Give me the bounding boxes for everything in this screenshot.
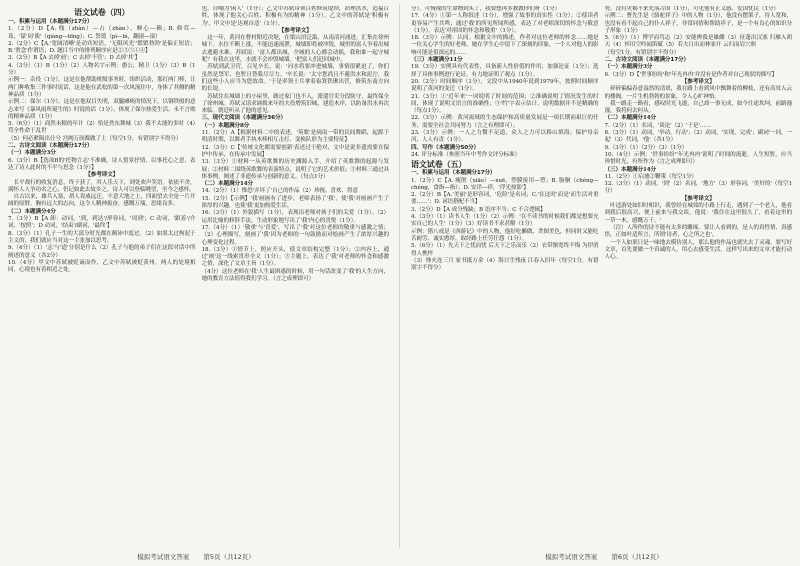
answer-line: （二）本题满分4分	[8, 208, 56, 215]
answer-line: 【参考译文】	[681, 78, 715, 85]
answer-line: 12.（3分）（1）动词，'到'（2）名词，'地方'（3）形容词，'美好的'（每空1分）	[604, 181, 792, 195]
footer-page: 第6页（共12页）	[611, 553, 663, 561]
footer-page: 第5页（共12页）	[203, 553, 255, 561]
answer-line: （三）本题满分14分	[604, 166, 657, 173]
answer-line: 自古以来，雄兵入塞，胡人畏威远迁。不意大地之上，四面望去全是一片开阔的原野，胸有远大的志向，这令人精神振奋，感慨万端，思绪良多。	[8, 194, 196, 208]
answer-line: （二）本题满分14分	[201, 181, 254, 188]
answer-line: 【参考译文】	[85, 172, 119, 179]
answer-line: 21.（3分）①'近年来'一词说明了时间的范围；②准确说明了情况发生的时间，体现了说明文语言的准确性；③'约'字表示估计，说明数据并不是精确的（每点1分）。	[411, 93, 599, 115]
answer-line: 6.（3分）B【选项B的'托物言志'不准确，诗人借景抒情，以事托心之意，表达了诗人此时的不平与思念（1分）】	[8, 157, 196, 171]
answer-line: （注）人所作的诗不能有太多的雕琢，要让人看到的，是人的真性情、真感悟，正如叶适所言，所谓'诗者，心之所之也'。	[604, 224, 792, 239]
answer-line: （一）本题满分8分	[201, 122, 250, 129]
answer-line: 18.（3分）①情节上，照应开头，使文章结构完整（1分）；②内容上，通过'画'这一线索贯串全文（1分）；③主题上，表达了'我'对老师的怀念和感激之情，深化了文章主旨（1分）。	[201, 246, 389, 268]
answer-line: 苏轼住在城墙上的小屋里，路过家门也不入，派遣官吏分段防守，最终保全了徐州城。苏轼又请求调拨来年的夫役增筑旧城，建造木岸，以防备洪水再次来临。朝廷听从了他的意见。	[201, 93, 389, 115]
answer-line: 11.（2分）①启迪②鞭策（每空1分）	[604, 173, 697, 180]
answer-line: 9.（3分）（1）（2分）（3）（1分）	[604, 144, 688, 151]
answer-line: 叶适游处如旧时相识，我曾经在城郊的小路上行走，遇到了一个老人，他看到我后很高兴，便上前来与我交谈。他说：'我住在这里很久了，看着这里的一草一木，感慨万千。'	[604, 203, 792, 224]
column-body	[605, 6, 793, 261]
answer-line: 1.（2分）D【A. 栈（zhàn）—占（zhàn），蝉心—赖；B. 修茸—葺，'谋'同'谀'（qiáng—bīng）；C. 祭奠（pì—bì，翻滚—滚）	[8, 26, 196, 40]
answer-line: 一个人如果只是一味地去模仿别人，那么他的作品也就失去了灵魂。要写好文章，首先要做一个真诚的人，用心去感受生活，这样写出来的文章才能打动人心。	[604, 239, 792, 261]
answer-line: 16.（3分）（1）外貌描写（1分），表现出老师对孩子们的关爱（1分）。（2）运用比喻的修辞手法，生动形象地写出了'我'内心的喜悦（1分）。	[201, 210, 389, 224]
answer-line: （5）何必紧陨出仕兮 宫阙万间都做了土（每空1分，有错别字不得分）	[8, 135, 182, 142]
answer-line: 2.（2分）B【A.'美丽'是形容词，'危险'是名词；C.'在这时'而是'而生活对重要……'；D. 词语搭配不当】	[411, 192, 599, 206]
column-1	[8, 6, 196, 546]
answer-line: （二）本题满分14分	[604, 115, 657, 122]
answer-line: 分）。可慢视的生命物到头了，我要想再多教教你们呀（1分）	[411, 6, 560, 12]
answer-line: （一）本题满分3分	[604, 64, 653, 71]
answer-line: 【参考译文】	[278, 27, 312, 34]
column-body	[202, 6, 390, 283]
gutter	[395, 6, 405, 546]
column-2	[202, 6, 390, 546]
section-heading: 一、积累与运用（本题满分17分）	[8, 19, 93, 25]
answer-line: 5.（6分）（1）先天下之忧而忧 后天下之乐而乐（2）衣带渐宽终不悔 为伊消得人憔悴	[411, 243, 599, 257]
answer-line: 17.（4分）（1）'敬重'与'喜爱'，写出了'我'对这位老师的敬重与感激之情；（2）心理描写，刻画了'我'因为老师的一句鼓励而对绘画产生了浓厚兴趣的心理变化过程。	[201, 224, 389, 246]
answer-line: 5.（6分）（1）博学而笃志（2）安能辨我是雄雌（3）征蓬出汉塞 归雁入胡天（4）怀旧空吟闻笛赋（5）若夫日出而林霏开 云归而岩穴暝	[604, 35, 792, 49]
answer-line: 1.（2分）C【A. 瘦削（xiāo）—xuē，塑膜废用—塑；B. 脂胴（chéng—chéng，食指—指）；D. 安详—祥，'浮光掠影'】	[411, 177, 599, 191]
section-heading: 四、写作（本题满分50分）	[411, 144, 480, 151]
answer-line: 示例一：杂役（1分），这是在他帮助班级事务时，组织活动，那打两门棒，让两门种收集三件事时说话，这是他在武松的第一次风流往中，身体了其侧的精神品质（1分）	[8, 77, 196, 98]
answer-line: 19.（3分）实例具有代表性，具备新人性价值的作用；加强论证（1分）；选择了具体事例进行论证，有力地证明了观点（1分）。	[411, 64, 599, 78]
column-3	[411, 6, 599, 546]
answer-line: 12.（3分）C【'传统文化都需要创新'表述过于绝对，文中是说非遗需要在保护中传承，在传承中发展】	[201, 144, 389, 158]
column-4	[605, 6, 793, 546]
answer-line: 10.（4分）示例：'世事纷纷''年光冉冉'说明了时间的流逝。人生短暂，应当珍惜时光，有所作为（言之成理即可）	[604, 151, 792, 166]
answer-line: 11.（2分）A【根据材料二中的表述，'英歌'是闽南一带的民间舞蹈，起源于明清时期，以舞者手执木棒相互击打、变换队形为主要特征】	[201, 130, 389, 144]
answer-line: 7.（3分）B【A 卸：动词，'到，到达'/形容词，'周到'；C 动词，'跟着'/介词，'按照'；D 动词，'结束'/副词，'最终'】	[8, 216, 196, 230]
answer-line: 【参考译文】	[681, 195, 715, 202]
answer-line: 4.（3分）（1）B（1分）（2）人物名字示例：愚公，精卫（1分）（3）B（1分）	[8, 62, 196, 77]
answer-line: 3.（2分）B【A 去掉'前'；C 去掉'不管'；D 去掉'其'】	[8, 55, 141, 62]
answer-line: 20.（2分）时间顺序（1分），文段中从1940年说到1979年，按照时间顺序说明了黄河的变迁（1分）。	[411, 78, 599, 93]
column-body	[8, 19, 196, 274]
answer-line: 长平战行的收复消息，终于获了，其人乐天下，到处欢声笑语。依依不舍，满怀人人争功名之心，仍记如此去故乡之，诗人可以登临眺望，至今之感怀。	[8, 179, 196, 193]
section-heading: 二、古诗文阅读（本题满分17分）	[8, 143, 93, 150]
answer-line: 7.（2分）（1）名词，'谈论'（2）'于是'……	[604, 122, 711, 129]
answer-line: 我一路走一路看，感叹时光飞逝，自己却一事无成，如今仕途坎坷，前路漫漫，我将何去何从。	[604, 100, 792, 115]
answer-line: （每空1分，有错别字不得分）	[604, 49, 680, 56]
answer-line: 苏轼到武卫营，召见卒长，说：'河水将要冲进城墙，事情很紧迫了，你们虽然是禁军，也暂且替我尽尽力。'卒长说：'太守您尚且不避洪水和泥泞，我们这些小人应当为您效命。'于是率领士兵拿着畚箕铁锹出营，修筑东南方向的长堤。	[201, 64, 389, 93]
section-heading: 三、现代文阅读（本题满分36分）	[201, 115, 286, 122]
answer-line: 9.（4分）（1）'志'与'道'分别是什么（2）孔子与他的弟子们在这段对话中所阐述的意义（各2分）	[8, 245, 196, 259]
answer-line: 22.（3分）示例：黄河流域的生态保护和高质量发展是一项长期而艰巨的任务，需要全社会共同努力（言之有理即可）。	[411, 115, 599, 129]
answer-line: 23.（3分）示例：一人之力微不足道，众人之力可以移山填海；保护母亲河，人人有责（1分）。	[411, 130, 599, 144]
footer-title: 模拟考试语文答案	[545, 553, 598, 561]
columns	[8, 6, 792, 546]
answer-line: 8.（3分）（1）动词，'举动，行动'；（2）动词，'实现，完成'；副词'一同，一起'（3）代词，'他'（各1分）	[604, 130, 792, 144]
footer-title: 模拟考试语文答案	[137, 553, 190, 561]
answer-line: 2.（2分）C【A.'宽阔清晰'是动宾短语，'无限风光''繁繁勃勃'是偏正短语；B.'奢念'作谓语；D. 题目当中的排列顺序应是②③⑤①④】	[8, 40, 196, 55]
section-title: 语文试卷（四）	[74, 8, 130, 17]
answer-line: 也，自嘲为'闲人'（1分）；乙文中苏轼带领百姓修筑堤坝，治理洪水，造福百姓，体现了他关心百姓、积极有为的精神（1分）。乙文中的苏轼是'积极有为'，甲文中是'达观自适'（1分）。	[201, 6, 389, 27]
answer-line: 3.（2分）D【A 成分残缺；B 语序不当；C 不合逻辑】	[411, 206, 546, 213]
answer-line: 24. 评分标准（参照当年中考作文评分标准）	[411, 151, 521, 158]
answer-line: （三）本题满分11分	[411, 57, 463, 64]
footer-right	[408, 550, 800, 564]
answer-line: （一）本题满分3分	[8, 150, 56, 157]
answer-line: 15.（2分）【示例】'我'画画有了进步，老师表扬了'我'，使'我'对画画产生了浓厚的兴趣，也使'我'更加热爱生活。	[201, 195, 389, 210]
answer-line: 示例：猪八戒是《西游记》中的人物，他好吃懒做、贪图美色，但同时又能吃苦耐劳、诚实憨厚，取经路上任劳任怨（1分）。	[411, 228, 599, 242]
answer-line: 13.（3分）①材料一从英歌舞的历史渊源入手，介绍了英歌舞的起源与发展；②材料二围绕英歌舞的表演特点，说明了它的艺术价值；③材料三通过具体事例，阐述了非遗传承与创新的意义。（每点1分）	[201, 159, 389, 180]
answer-line: 18.（3分）示例：认同。根据文中的描述，作者对这位老师的怀念……她是一位关心学生的好老师，她在学生心中留下了深刻的印象，一个人对他人的影响可能是很深远的……	[411, 35, 599, 56]
answer-line: （3）烽火连三月 家书抵万金（4）海日生残夜 江春入旧年（每空1分，有错别字不得分）	[411, 257, 599, 272]
section-heading: 一、积累与运用（本题满分17分）	[411, 170, 496, 177]
answer-line: 10.（4分）甲文中苏轼被贬谪而作，乙文中苏轼被贬黄州，两人的处境相同，心境也有着相近之处。	[8, 259, 196, 274]
answer-line: 17.（4分）①第一人称叙述（1分），增强了故事的真实性（1分）；②使读者更容易产生共鸣；通过'我'的所见所闻所感，表达了对老师深切的怀念与敬意（1分），表达'对祖国的怀念和敬重'（1分）。	[411, 13, 599, 34]
section-title: 语文试卷（五）	[411, 160, 467, 170]
answer-line: 势，没有灾祸不来先落古国（1分），可见他有正义感、爱国忧民（1分）	[604, 6, 779, 12]
answer-line: 6.（3分）D【'世事纷纷'和'年光冉冉'并没有是作者对自己现状的描写】	[604, 71, 778, 78]
section-heading: 二、古诗文阅读（本题满分17分）	[604, 57, 689, 64]
answer-line: 8.（3分）（1）孔子一生的大部分时光都在颠沛中度过。（2）如果太过拘泥于主义的，我们就应当对这一主张加以思考。	[8, 230, 196, 244]
answer-line: 示例二：曹先生是《骆驼祥子》中的人物（1分），他没有摆架子，待人宽和，也没有看不起自己的仆人祥子，非常同情和帮助祥子，是一个有良心的知识分子形象（1分）	[604, 13, 792, 34]
answer-line: （4分）这位老师在'我'人生最困惑的时候，用一句话改变了'我'的人生方向，她的教育方法值得我们学习。（言之成理即可）	[201, 268, 389, 282]
footer-left	[0, 550, 392, 564]
answer-line: 5.（6分）（1）商然未粮的年计（2）恰是然东舞城（3）我不太能的多时（4）苟全性命于乱世	[8, 121, 196, 135]
answer-line: 示例二：保尔（1分），这是在他双目失明，双腿瘫痪的情况下，以钢铁般的意志来写《暴风雨所诞生的》时说的话（1分），体现了保尔热爱生活、永不言败的精神品质（1分）	[8, 99, 196, 120]
column-body	[411, 6, 599, 272]
answer-line: 碎碎偏偏春意盎然的清晨，我在路上看到风中飘舞着的柳枝，还有高耸入云的楼阁，一片生机勃勃的景象，令人心旷神怡。	[604, 86, 792, 100]
answer-line: 14.（2分）（1）惟恐'弄坏了'自己的作品（2）珍视、喜欢、得意	[201, 188, 358, 195]
answer-line: 4.（3分）（1）读书人生（1分）（2）示例：'在不读书的时候我们都是想要充实自己的人生'（1分）（3）好读书不求甚解（1分）	[411, 214, 599, 228]
answer-line: 这一年，黄河在曹村附近决堤，在梁山泊泛滥，从南清河涌进，汇集在徐州城下。水位不断上涨，不能迅速流泄，城墙即将被冲毁，城里的富人争着出城去逃避水难。苏轼说：'富人都出城，全城的人心都会动摇，我和谁一起守城呢？有我在这里，水就不会冲毁城墙。'把富人们赶回城中。	[201, 35, 389, 64]
